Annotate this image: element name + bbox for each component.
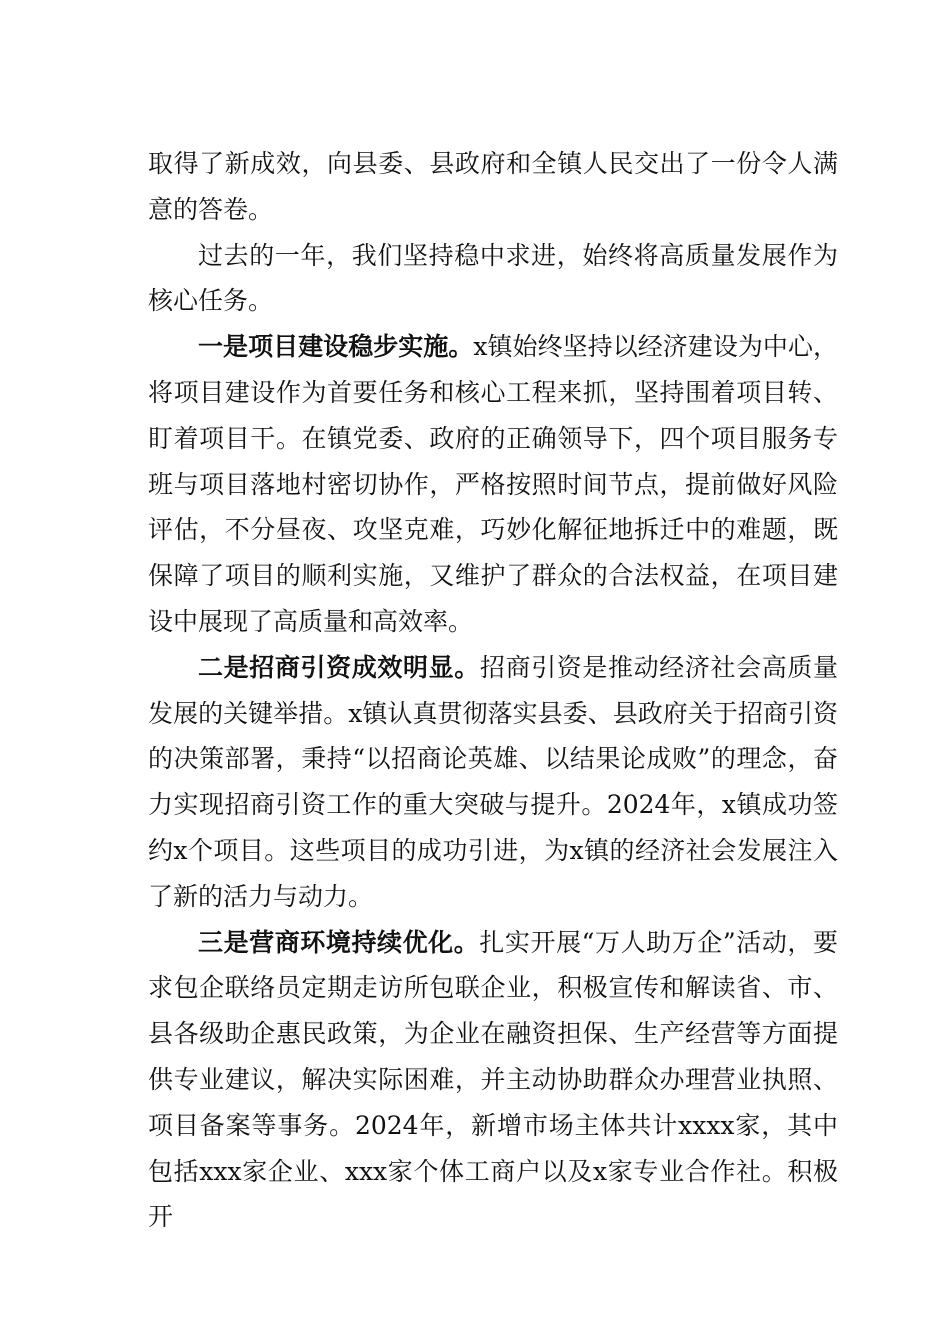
paragraph-lead-heading: 一是项目建设稳步实施。: [198, 332, 474, 362]
paragraph-text: 过去的一年，我们坚持稳中求进，始终将高质量发展作为核心任务。: [148, 240, 838, 316]
paragraph-past-year: [148, 233, 838, 325]
paragraph-text: x镇始终坚持以经济建设为中心，将项目建设作为首要任务和核心工程来抓，坚持围着项目转、盯着项目干。在镇党委、政府的正确领导下，四个项目服务专班与项目落地村密切协作，严格按照时间节点，提前做好风险评估，不分昼夜、攻坚克难，巧妙化解征地拆迁中的难题，既保障了项目的顺利实施，又维护了群众的合法权益，在项目建设中展现了高质量和高效率。: [148, 332, 838, 636]
document-body: [148, 141, 838, 1240]
paragraph-investment-attraction: [148, 645, 838, 920]
paragraph-lead-heading: 三是营商环境持续优化。: [198, 927, 480, 957]
paragraph-text: 取得了新成效，向县委、县政府和全镇人民交出了一份令人满意的答卷。: [148, 149, 838, 224]
paragraph-text: 招商引资是推动经济社会高质量发展的关键举措。x镇认真贯彻落实县委、县政府关于招商引资的决策部署，秉持“以招商论英雄、以结果论成败”的理念，奋力实现招商引资工作的重大突破与提升。2024年，x镇成功签约x个项目。这些项目的成功引进，为x镇的经济社会发展注入了新的活力与动力。: [148, 652, 838, 911]
paragraph-lead-heading: 二是招商引资成效明显。: [198, 652, 480, 682]
paragraph-intro-continuation: [148, 141, 838, 233]
paragraph-text: 扎实开展“万人助万企”活动，要求包企联络员定期走访所包联企业，积极宣传和解读省、市、县各级助企惠民政策，为企业在融资担保、生产经营等方面提供专业建议，解决实际困难，并主动协助群众办理营业执照、项目备案等事务。2024年，新增市场主体共计xxxx家，其中包括xxx家企业、xxx家个体工商户以及x家专业合作社。积极开: [148, 927, 838, 1232]
paragraph-business-environment: [148, 920, 838, 1241]
paragraph-project-construction: [148, 324, 838, 645]
